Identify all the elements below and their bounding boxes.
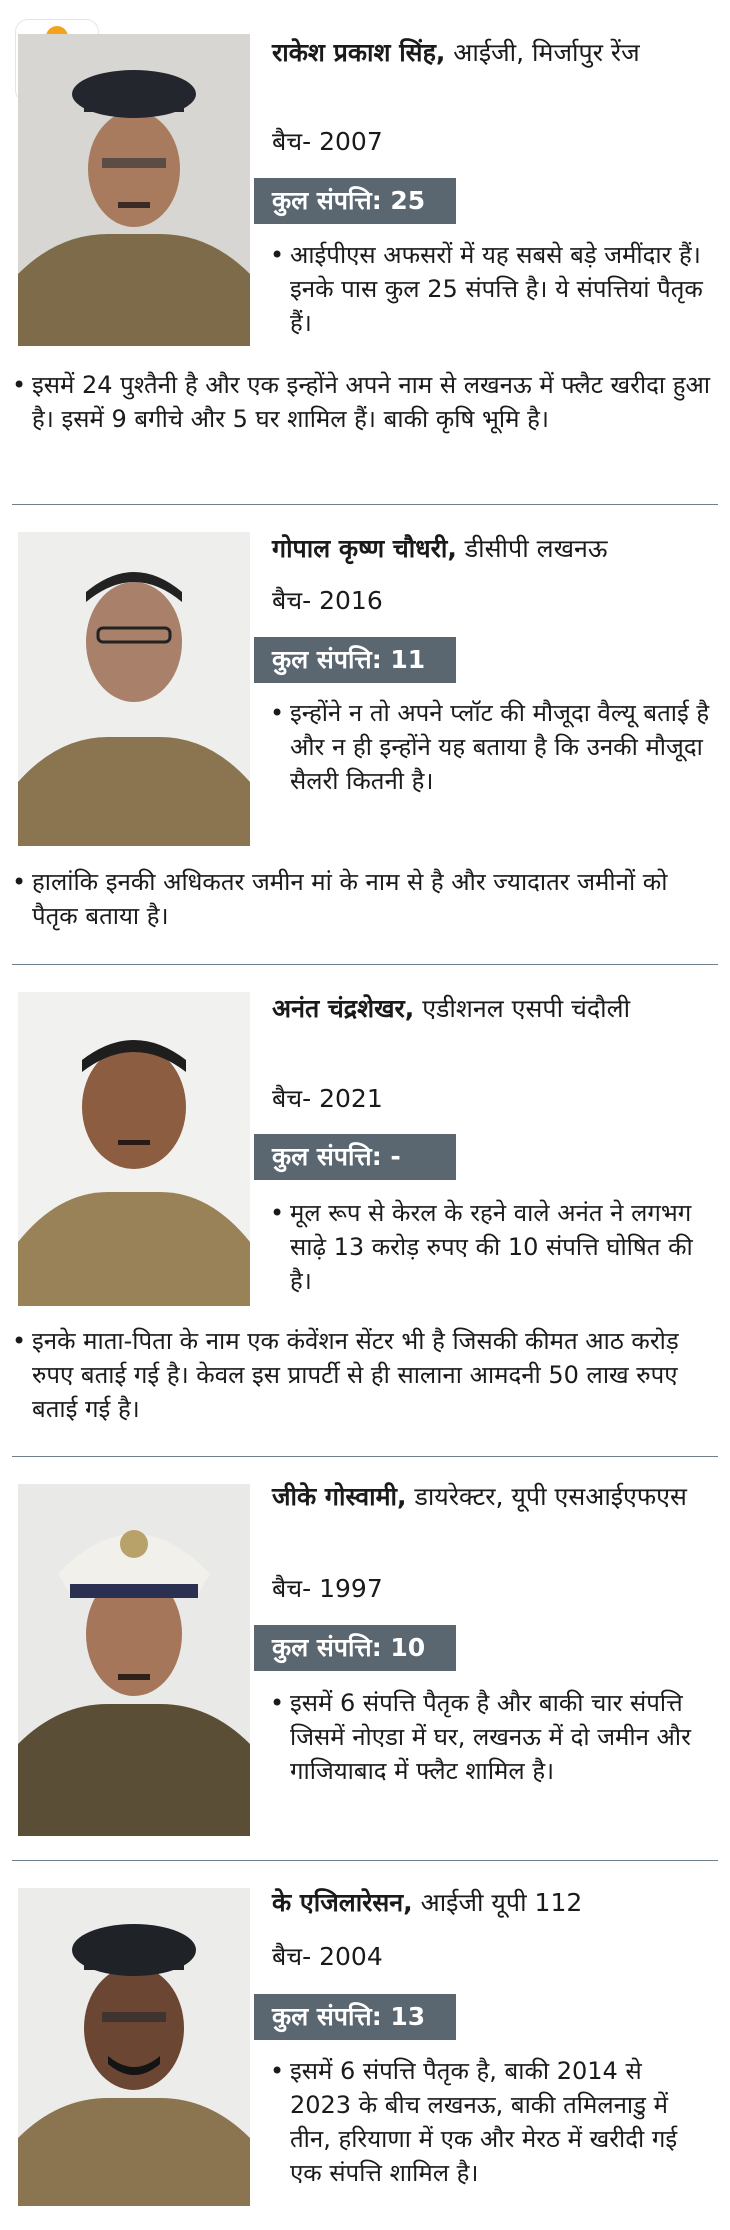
officer-post: आईजी यूपी 112 — [412, 1888, 583, 1917]
officer-post: आईजी, मिर्जापुर रेंज — [445, 38, 640, 67]
bullet-point: • हालांकि इनकी अधिकतर जमीन मां के नाम से है और ज्यादातर जमीनों को पैतृक बताया है। — [12, 865, 718, 933]
officer-batch: बैच- 1997 — [272, 1574, 383, 1603]
officer-name: गोपाल कृष्ण चौधरी, — [272, 534, 457, 563]
bullet-point: • इसमें 6 संपत्ति पैतृक है, बाकी 2014 से 2023 के बीच लखनऊ, बाकी तमिलनाडु में तीन, हरियाणा में एक और मेरठ में खरीदी गई एक संपत्ति शामिल है। — [270, 2054, 710, 2190]
bullet-point: • इनके माता-पिता के नाम एक कंवेंशन सेंटर भी है जिसकी कीमत आठ करोड़ रुपए बताई गई है। केवल इस प्रापर्टी से ही सालाना आमदनी 50 लाख रुपए बताई गई है। — [12, 1324, 718, 1426]
bullet-point: • इसमें 24 पुश्तैनी है और एक इन्होंने अपने नाम से लखनऊ में फ्लैट खरीदा हुआ है। इसमें 9 बगीचे और 5 घर शामिल हैं। बाकी कृषि भूमि है। — [12, 368, 718, 436]
officer-batch: बैच- 2004 — [272, 1942, 383, 1971]
bullet-point: • इसमें 6 संपत्ति पैतृक है और बाकी चार संपत्ति जिसमें नोएडा में घर, लखनऊ में दो जमीन और गाजियाबाद में फ्लैट शामिल है। — [270, 1686, 710, 1788]
officer-batch: बैच- 2016 — [272, 586, 383, 615]
officer-name: के एजिलारेसन, — [272, 1888, 413, 1917]
total-assets-badge: कुल संपत्ति: 10 — [254, 1625, 456, 1671]
bullet-point: • मूल रूप से केरल के रहने वाले अनंत ने लगभग साढ़े 13 करोड़ रुपए की 10 संपत्ति घोषित की है। — [270, 1196, 710, 1298]
officer-name: जीके गोस्वामी, — [272, 1482, 407, 1511]
officer-post: एडीशनल एसपी चंदौली — [414, 994, 631, 1023]
total-assets-badge: कुल संपत्ति: 11 — [254, 637, 456, 683]
total-assets-badge: कुल संपत्ति: 25 — [254, 178, 456, 224]
total-assets-badge: कुल संपत्ति: - — [254, 1134, 456, 1180]
officer-name-line — [272, 1884, 716, 1921]
officer-post: डायरेक्टर, यूपी एसआईएफएस — [406, 1482, 687, 1511]
total-assets-badge: कुल संपत्ति: 13 — [254, 1994, 456, 2040]
officer-batch: बैच- 2007 — [272, 127, 383, 156]
officer-name: अनंत चंद्रशेखर, — [272, 994, 415, 1023]
officer-name: राकेश प्रकाश सिंह, — [272, 38, 446, 67]
officer-photo — [18, 1888, 250, 2206]
bullet-point: • इन्होंने न तो अपने प्लॉट की मौजूदा वैल्यू बताई है और न ही इन्होंने यह बताया है कि उनकी मौजूदा सैलरी कितनी है। — [270, 696, 710, 798]
bullet-point: • आईपीएस अफसरों में यह सबसे बड़े जमींदार हैं। इनके पास कुल 25 संपत्ति है। ये संपत्तियां पैतृक हैं। — [270, 238, 710, 340]
officer-post: डीसीपी लखनऊ — [456, 534, 608, 563]
officer-batch: बैच- 2021 — [272, 1084, 383, 1113]
